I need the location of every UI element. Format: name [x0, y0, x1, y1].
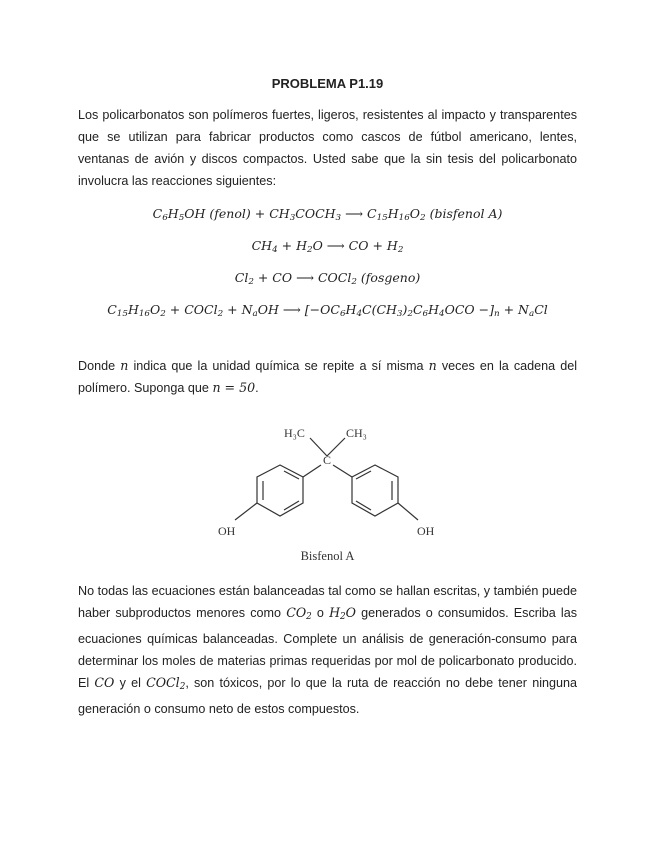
bond-oh-left — [235, 503, 257, 520]
final-paragraph — [78, 580, 577, 720]
equation-3 — [0, 270, 655, 287]
math-n-equals-50: n = 50 — [212, 380, 256, 395]
right-ring-double-bond — [356, 471, 371, 479]
equation-4 — [0, 302, 655, 319]
text-fragment: o — [316, 606, 324, 620]
final-line — [78, 602, 577, 628]
left-ring-double-bond — [284, 501, 299, 510]
bond-c-left-ring — [303, 465, 321, 477]
label-oh-left: OH — [218, 524, 236, 538]
text-fragment: indica que la unidad química se repite a sí misma — [133, 359, 424, 373]
intro-line: Los policarbonatos son polímeros fuertes, ligeros, resistentes al impacto y transparentes — [78, 108, 577, 122]
eq1-bisphenol-formula: $C_{15}H_{16}O_2$ — [367, 206, 426, 224]
text-fragment: . — [255, 381, 259, 395]
intro-line: que se utilizan para fabricar productos como cascos de fútbol americano, lentes, — [78, 130, 577, 144]
left-benzene-ring — [257, 465, 303, 516]
figure-caption: Bisfenol A — [300, 549, 355, 563]
final-line — [78, 672, 577, 698]
final-line: ecuaciones químicas balanceadas. Complete un análisis de generación-consumo para — [78, 632, 577, 647]
text-fragment: generados o consumidos. Escriba las — [361, 606, 577, 620]
math-co: CO — [94, 675, 115, 691]
eq1-bisphenol-note: (bisfenol A) — [429, 206, 503, 221]
text-fragment: El — [78, 676, 90, 691]
label-ch3: CH₃ — [346, 426, 367, 440]
intro-paragraph — [78, 104, 577, 192]
intro-line: ventanas de avión y discos compactos. Usted sabe que la sin tesis del policarbonato — [78, 152, 577, 166]
text-fragment: veces en la cadena del — [441, 359, 578, 373]
math-cocl2: COCl$_2$ — [146, 675, 186, 693]
math-n: n — [428, 358, 437, 373]
intro-line: involucra las reacciones siguientes: — [78, 174, 277, 188]
bond-oh-right — [398, 503, 418, 520]
label-central-c: C — [323, 453, 332, 467]
page-title: PROBLEMA P1.19 — [271, 76, 384, 91]
text-fragment: polímero. Suponga que — [78, 381, 209, 395]
text-fragment: y el — [119, 676, 141, 691]
final-line: determinar los moles de materias primas requeridas por mol de policarbonato producido. — [78, 654, 577, 669]
math-h2o: $H_2O$ — [329, 605, 356, 623]
eq1-fenol-formula: $C_6H_5OH$ — [152, 206, 206, 224]
n-paragraph-line — [78, 377, 577, 399]
n-paragraph — [78, 355, 577, 399]
eq2-formula: $CH_4 + H_2O$ ⟶ CO + $H_2$ — [251, 238, 404, 256]
right-ring-double-bond — [356, 501, 371, 510]
math-co2: $CO_2$ — [286, 605, 312, 623]
equation-2 — [0, 238, 655, 255]
eq1-acetone-formula: $CH_3COCH_3$ — [269, 206, 342, 224]
final-line: generación o consumo neto de estos compuestos. — [78, 702, 360, 717]
eq1-arrow: ⟶ — [345, 206, 364, 221]
eq3-formula: $Cl_2$ + CO ⟶ COCl$_2$ (fosgeno) — [234, 270, 421, 288]
text-fragment: haber subproductos menores como — [78, 606, 282, 620]
text-fragment: , son tóxicos, por lo que la ruta de reacción no debe tener ninguna — [185, 676, 578, 691]
eq4-formula: $C_{15}H_{16}O_2$ + COCl$_2$ + $N_aOH$ ⟶ $[-OC_6H_4C(CH_3)_2C_6H_4OCO -]_n + N_aCl$ — [107, 302, 548, 320]
final-line: No todas las ecuaciones están balanceadas tal como se hallan escritas, y también puede — [78, 584, 577, 598]
bisphenol-a-structure — [200, 420, 460, 570]
text-fragment: Donde — [78, 359, 116, 373]
math-n: n — [120, 358, 129, 373]
eq1-plus: + — [254, 206, 266, 221]
label-h3c: H₃C — [284, 426, 305, 440]
bond-c-right-ring — [333, 465, 352, 477]
left-ring-double-bond — [284, 471, 299, 479]
right-benzene-ring — [352, 465, 398, 516]
n-paragraph-line — [78, 355, 577, 377]
equation-1 — [0, 206, 655, 223]
label-oh-right: OH — [417, 524, 435, 538]
eq1-fenol-note: (fenol) — [209, 206, 251, 221]
